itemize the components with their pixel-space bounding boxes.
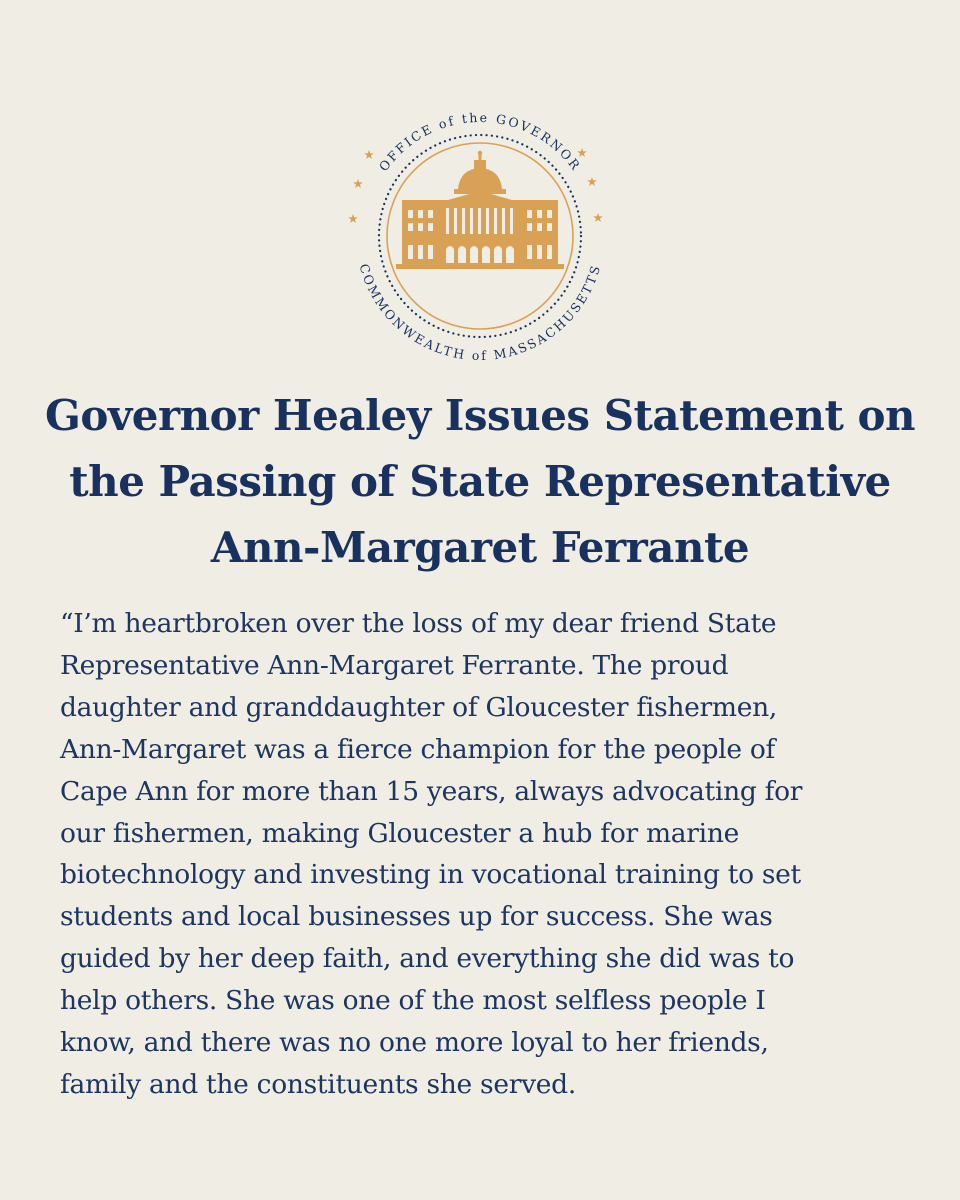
headline-line: Governor Healey Issues Statement on bbox=[44, 391, 916, 440]
statement-line: Cape Ann for more than 15 years, always advocating for bbox=[60, 775, 803, 807]
statement-line: Representative Ann-Margaret Ferrante. The proud bbox=[60, 649, 729, 681]
statement-line: biotechnology and investing in vocational training to set bbox=[60, 859, 801, 891]
governor-seal bbox=[336, 92, 624, 380]
headline-line: Ann-Margaret Ferrante bbox=[210, 523, 750, 572]
statement-line: “I’m heartbroken over the loss of my dear friend State bbox=[60, 608, 777, 639]
statement-body bbox=[60, 603, 920, 1106]
statement-line: help others. She was one of the most selfless people I bbox=[60, 985, 766, 1017]
statement-line: Ann-Margaret was a fierce champion for the people of bbox=[60, 733, 776, 765]
star-icon bbox=[593, 213, 603, 222]
statement-line: know, and there was no one more loyal to her friends, bbox=[60, 1027, 769, 1059]
headline-line: the Passing of State Representative bbox=[69, 457, 891, 506]
statement-line: family and the constituents she served. bbox=[60, 1068, 576, 1100]
star-icon bbox=[348, 214, 358, 223]
star-icon bbox=[364, 150, 374, 159]
statement-headline bbox=[20, 383, 940, 581]
seal-top-text: OFFICE of the GOVERNOR bbox=[375, 109, 585, 174]
seal-bottom-text: COMMONWEALTH of MASSACHUSETTS bbox=[356, 261, 604, 364]
statement-line: guided by her deep faith, and everything she did was to bbox=[60, 943, 795, 975]
star-icon bbox=[353, 179, 363, 188]
statement-line: our fishermen, making Gloucester a hub for marine bbox=[60, 817, 739, 849]
statement-line: students and local businesses up for success. She was bbox=[60, 901, 773, 933]
statement-line: daughter and granddaughter of Gloucester fishermen, bbox=[60, 691, 777, 723]
star-icon bbox=[587, 177, 597, 186]
star-icon bbox=[577, 148, 587, 157]
